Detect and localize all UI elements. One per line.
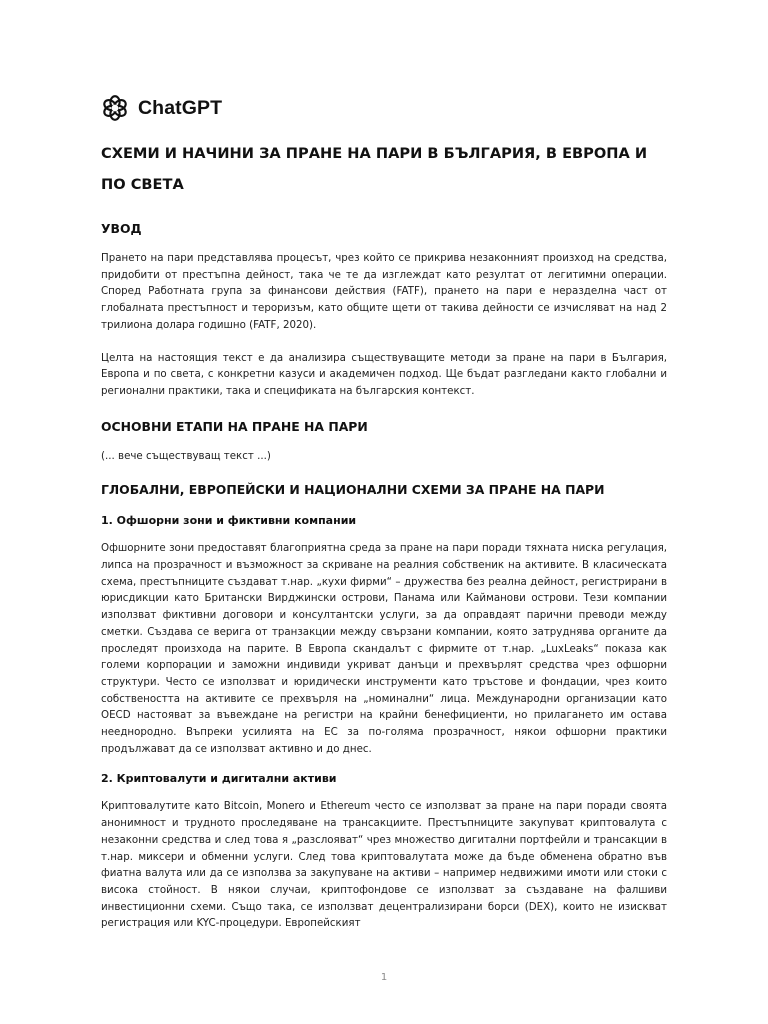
intro-paragraph: Прането на пари представлява процесът, чрез който се прикрива незаконният произход на средства, придобити от престъпна дейност, така че те да изглеждат като резултат от легитимни операции. Според Работната група за финансови действия (FATF), прането на пари е неразделна част от глобалната престъпност и тероризъм, като общите щети от такива дейности се изчисляват на над 2 трилиона долара годишно (FATF, 2020). bbox=[101, 252, 667, 331]
section-text-offshore: Офшорните зони предоставят благоприятна среда за пране на пари поради тяхната ниска регулация, липса на прозрачност и възможност за скриване на реалния собственик на активите. В класическата схема, престъпниците създават т.нар. „кухи фирми“ – дружества без реална дейност, регистрирани в юрисдикции като Британски Вирджински острови, Панама или Кайманови острови. Тези компании използват фиктивни договори и консултантски услуги, за да оправдаят парични преводи между сметки. Създава се верига от транзакции между свързани компании, която затруднява органите да проследят произхода на парите. В Европа скандалът с фирмите от т.нар. „LuxLeaks“ показа как големи корпорации и заможни индивиди укриват данъци и прехвърлят средства чрез офшорни структури. Често се използват и юридически инструменти като тръстове и фондации, чрез които собствеността на активите се прехвърля на „номинални“ лица. Международни организации като OECD настояват за въвеждане на регистри на крайни бенефициенти, но прилагането им остава нееднородно. Въпреки усилията на ЕС за по-голяма прозрачност, някои офшорни практики продължават да се използват активно и до днес. bbox=[101, 542, 667, 755]
intro-heading: УВОД bbox=[101, 221, 142, 236]
document-page bbox=[101, 94, 667, 932]
brand-name: ChatGPT bbox=[138, 96, 223, 119]
brand-header bbox=[101, 94, 667, 122]
section-text-crypto: Криптовалутите като Bitcoin, Monero и Ethereum често се използват за пране на пари поради своята анонимност и трудното проследяване на трансакциите. Престъпниците закупуват криптовалута с незаконни средства и след това я „разслояват“ чрез множество дигитални портфейли и трансакции в т.нар. миксери и обменни услуги. След това криптовалутата може да бъде обменена обратно във фиатна валута или да се използва за закупуване на активи – например недвижими имоти или стоки с висока стойност. В някои случаи, криптофондове се използват за създаване на фалшиви инвестиционни схеми. Също така, се използват децентрализирани борси (DEX), които не изискват регистрация или KYC-процедури. Европейският bbox=[101, 800, 667, 930]
section-title-offshore: 1. Офшорни зони и фиктивни компании bbox=[101, 514, 357, 528]
stages-heading: ОСНОВНИ ЕТАПИ НА ПРАНЕ НА ПАРИ bbox=[101, 418, 368, 434]
section-title-crypto: 2. Криптовалути и дигитални активи bbox=[101, 772, 337, 786]
stages-placeholder: (... вече съществуващ текст ...) bbox=[101, 449, 271, 462]
intro-paragraph: Целта на настоящия текст е да анализира съществуващите методи за пране на пари в България, Европа и по света, с конкретни казуси и академичен подход. Ще бъдат разгледани както глобални и регионални практики, така и спецификата на българския контекст. bbox=[101, 351, 667, 397]
page-number: 1 bbox=[380, 972, 388, 983]
schemes-heading: ГЛОБАЛНИ, ЕВРОПЕЙСКИ И НАЦИОНАЛНИ СХЕМИ ЗА ПРАНЕ НА ПАРИ bbox=[101, 482, 605, 498]
document-title: СХЕМИ И НАЧИНИ ЗА ПРАНЕ НА ПАРИ В БЪЛГАРИЯ, В ЕВРОПА И ПО СВЕТА bbox=[101, 145, 648, 193]
openai-logo-icon bbox=[101, 94, 129, 122]
